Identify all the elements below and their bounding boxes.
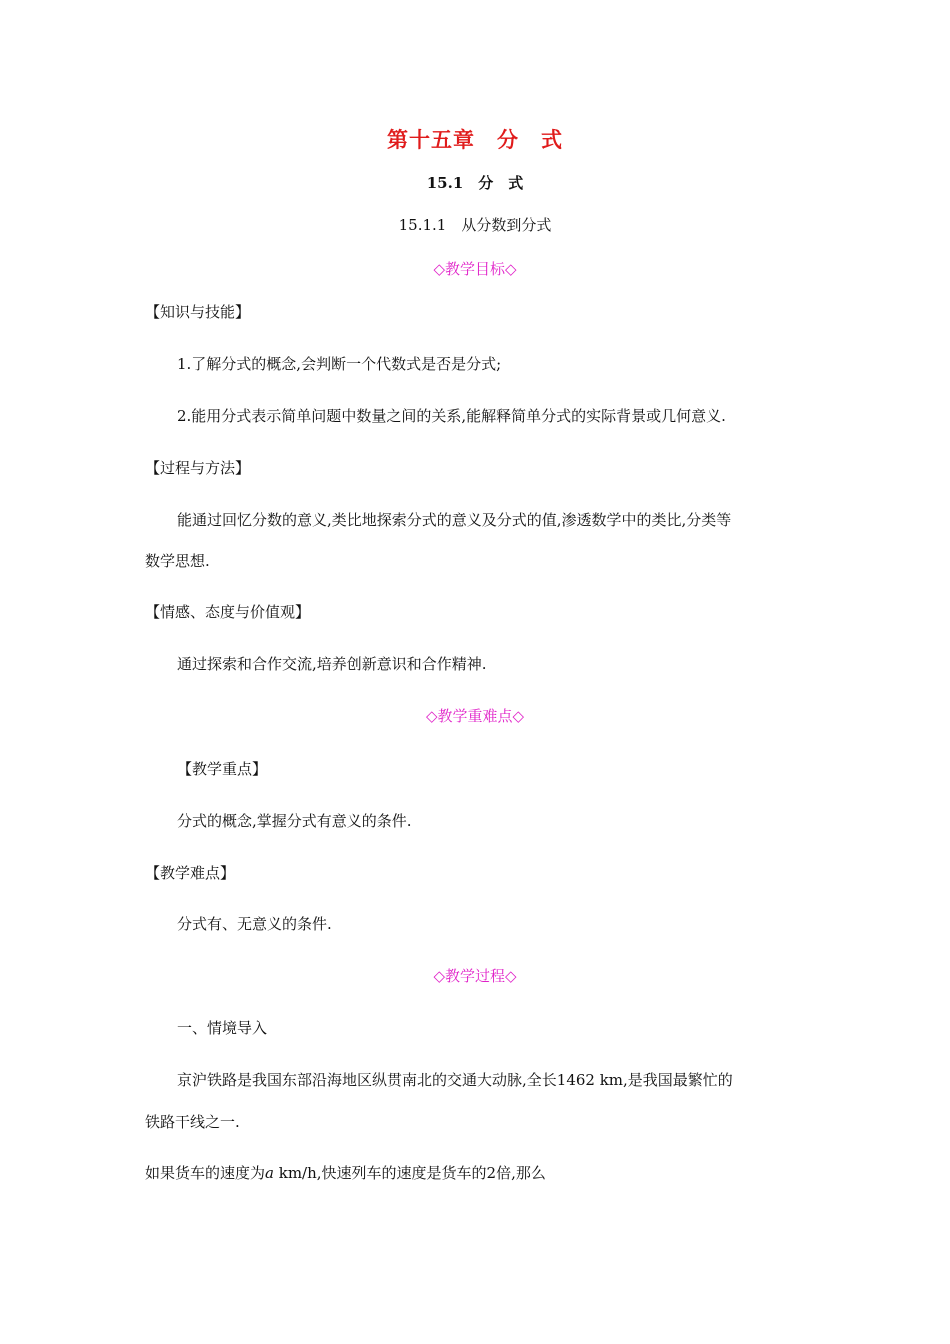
speed-question-before: 如果货车的速度为 [145, 1164, 266, 1182]
scenario-line-2: 铁路干线之一. [145, 1113, 240, 1131]
process-method-line-2: 数学思想. [145, 552, 210, 570]
focus-text: 分式的概念,掌握分式有意义的条件. [177, 812, 412, 830]
speed-question [145, 1162, 546, 1183]
knowledge-item-1: 1.了解分式的概念,会判断一个代数式是否是分式; [177, 355, 502, 373]
process-method-heading: 【过程与方法】 [145, 459, 251, 477]
goals-heading: ◇教学目标◇ [433, 260, 517, 278]
focus-heading: 【教学重点】 [177, 760, 268, 778]
scenario-line-1: 京沪铁路是我国东部沿海地区纵贯南北的交通大动脉,全长1462 km,是我国最繁忙的 [177, 1071, 733, 1089]
chapter-title: 第十五章 分 式 [387, 127, 563, 152]
emotion-text: 通过探索和合作交流,培养创新意识和合作精神. [177, 655, 487, 673]
process-method-line-1: 能通过回忆分数的意义,类比地探索分式的意义及分式的值,渗透数学中的类比,分类等 [177, 511, 732, 529]
process-heading: ◇教学过程◇ [433, 967, 517, 985]
knowledge-item-2: 2.能用分式表示简单问题中数量之间的关系,能解释简单分式的实际背景或几何意义. [177, 407, 726, 425]
speed-question-after: km/h,快速列车的速度是货车的2倍,那么 [273, 1164, 546, 1182]
step-1-heading: 一、情境导入 [177, 1019, 268, 1037]
emotion-heading: 【情感、态度与价值观】 [145, 603, 311, 621]
section-title: 15.1 分 式 [426, 174, 524, 192]
difficulty-text: 分式有、无意义的条件. [177, 915, 332, 933]
difficulty-heading: 【教学难点】 [145, 864, 236, 882]
variable-a: a [265, 1164, 274, 1182]
knowledge-heading: 【知识与技能】 [145, 303, 251, 321]
subsection-title: 15.1.1 从分数到分式 [398, 216, 552, 234]
key-points-heading: ◇教学重难点◇ [425, 707, 525, 725]
